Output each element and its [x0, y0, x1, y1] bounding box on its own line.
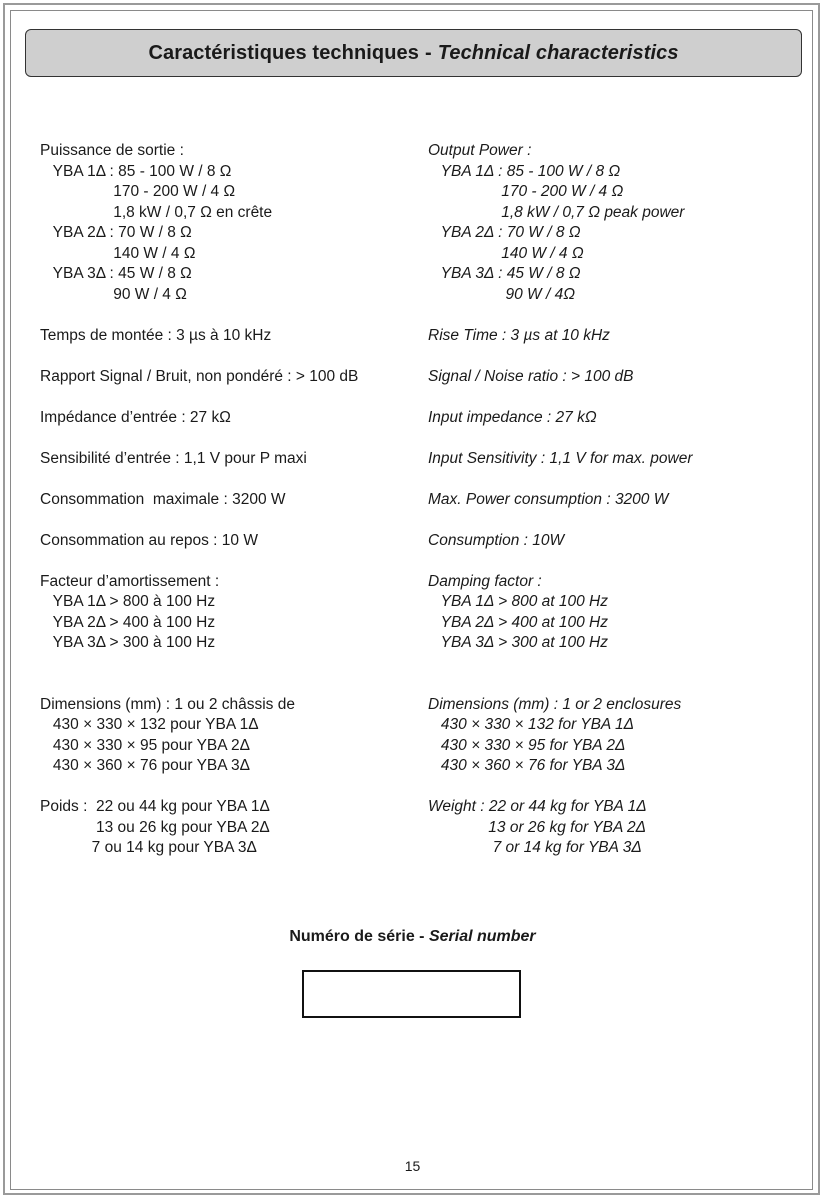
english-spec-line	[428, 654, 798, 675]
english-spec-line: Input Sensitivity : 1,1 V for max. power	[428, 449, 693, 467]
english-spec-line	[428, 346, 798, 367]
french-spec-line	[40, 654, 410, 675]
english-spec-line: YBA 3Δ > 300 at 100 Hz	[428, 634, 609, 651]
english-spec-line: Output Power :	[428, 142, 532, 159]
french-spec-line	[40, 551, 410, 572]
english-spec-line	[428, 469, 798, 490]
french-specs-column	[40, 141, 410, 859]
french-spec-line: Dimensions (mm) : 1 ou 2 châssis de	[40, 695, 295, 713]
french-spec-line: Consommation au repos : 10 W	[40, 531, 258, 549]
french-spec-line: YBA 2Δ : 70 W / 8 Ω	[40, 224, 192, 241]
english-spec-line: Rise Time : 3 µs at 10 kHz	[428, 326, 610, 344]
french-spec-line	[40, 428, 410, 449]
french-spec-line: 1,8 kW / 0,7 Ω en crête	[40, 203, 273, 221]
french-spec-line: YBA 3Δ : 45 W / 8 Ω	[40, 265, 192, 282]
title-english: Technical characteristics	[437, 41, 679, 64]
english-spec-line: 430 × 330 × 132 for YBA 1Δ	[428, 716, 635, 733]
french-spec-line: Sensibilité d’entrée : 1,1 V pour P maxi	[40, 449, 307, 467]
english-spec-line: 7 or 14 kg for YBA 3Δ	[428, 839, 642, 856]
french-spec-line: 7 ou 14 kg pour YBA 3Δ	[40, 839, 257, 856]
english-spec-line: 13 or 26 kg for YBA 2Δ	[428, 818, 647, 836]
french-spec-line: Impédance d’entrée : 27 kΩ	[40, 408, 231, 426]
french-spec-line	[40, 469, 410, 490]
serial-number-heading	[0, 928, 825, 946]
serial-french: Numéro de série	[289, 928, 415, 945]
english-spec-line: YBA 3Δ : 45 W / 8 Ω	[428, 265, 581, 282]
serial-separator: -	[419, 928, 425, 945]
serial-number-box	[302, 970, 521, 1018]
english-spec-line: 170 - 200 W / 4 Ω	[428, 183, 624, 200]
title-french: Caractéristiques techniques	[148, 41, 420, 64]
english-spec-line: YBA 2Δ > 400 at 100 Hz	[428, 613, 609, 631]
english-spec-line: Input impedance : 27 kΩ	[428, 408, 597, 426]
english-specs-column	[428, 141, 798, 859]
english-spec-line: YBA 2Δ : 70 W / 8 Ω	[428, 224, 581, 241]
english-spec-line: 430 × 360 × 76 for YBA 3Δ	[428, 757, 626, 774]
french-spec-line: 430 × 360 × 76 pour YBA 3Δ	[40, 757, 251, 774]
french-spec-line: YBA 1Δ > 800 à 100 Hz	[40, 593, 216, 610]
french-spec-line: Consommation maximale : 3200 W	[40, 490, 286, 508]
french-spec-line: Rapport Signal / Bruit, non pondéré : > 100 dB	[40, 367, 359, 385]
english-spec-line	[428, 428, 798, 449]
page-title-box	[25, 29, 802, 77]
french-spec-line: 13 ou 26 kg pour YBA 2Δ	[40, 818, 270, 836]
english-spec-line: 1,8 kW / 0,7 Ω peak power	[428, 203, 685, 221]
french-spec-line: Puissance de sortie :	[40, 142, 184, 159]
english-spec-line	[428, 674, 798, 695]
french-spec-line	[40, 305, 410, 326]
english-spec-line	[428, 387, 798, 408]
french-spec-line	[40, 387, 410, 408]
english-spec-line: Damping factor :	[428, 572, 542, 590]
french-spec-line: 430 × 330 × 95 pour YBA 2Δ	[40, 736, 251, 754]
title-separator: -	[425, 41, 432, 64]
english-spec-line: 430 × 330 × 95 for YBA 2Δ	[428, 736, 626, 754]
french-spec-line: YBA 1Δ : 85 - 100 W / 8 Ω	[40, 162, 232, 180]
french-spec-line: Facteur d’amortissement :	[40, 572, 220, 590]
english-spec-line: Weight : 22 or 44 kg for YBA 1Δ	[428, 798, 647, 815]
english-spec-line: Signal / Noise ratio : > 100 dB	[428, 367, 634, 385]
serial-english: Serial number	[428, 928, 536, 945]
english-spec-line: YBA 1Δ > 800 at 100 Hz	[428, 593, 609, 610]
french-spec-line	[40, 346, 410, 367]
french-spec-line: 430 × 330 × 132 pour YBA 1Δ	[40, 716, 259, 733]
french-spec-line: YBA 3Δ > 300 à 100 Hz	[40, 634, 216, 651]
english-spec-line	[428, 551, 798, 572]
page-number: 15	[404, 1158, 421, 1174]
french-spec-line: Poids : 22 ou 44 kg pour YBA 1Δ	[40, 798, 270, 815]
french-spec-line: 170 - 200 W / 4 Ω	[40, 183, 236, 200]
french-spec-line	[40, 777, 410, 798]
french-spec-line	[40, 510, 410, 531]
english-spec-line: 140 W / 4 Ω	[428, 244, 584, 262]
english-spec-line: Max. Power consumption : 3200 W	[428, 490, 669, 508]
french-spec-line: 90 W / 4 Ω	[40, 285, 187, 303]
english-spec-line	[428, 305, 798, 326]
french-spec-line	[40, 674, 410, 695]
french-spec-line: 140 W / 4 Ω	[40, 244, 196, 262]
english-spec-line	[428, 510, 798, 531]
english-spec-line	[428, 777, 798, 798]
english-spec-line: YBA 1Δ : 85 - 100 W / 8 Ω	[428, 162, 621, 180]
french-spec-line: Temps de montée : 3 µs à 10 kHz	[40, 326, 272, 344]
french-spec-line: YBA 2Δ > 400 à 100 Hz	[40, 613, 216, 631]
english-spec-line: 90 W / 4Ω	[428, 285, 576, 303]
english-spec-line: Consumption : 10W	[428, 531, 565, 549]
english-spec-line: Dimensions (mm) : 1 or 2 enclosures	[428, 695, 682, 713]
